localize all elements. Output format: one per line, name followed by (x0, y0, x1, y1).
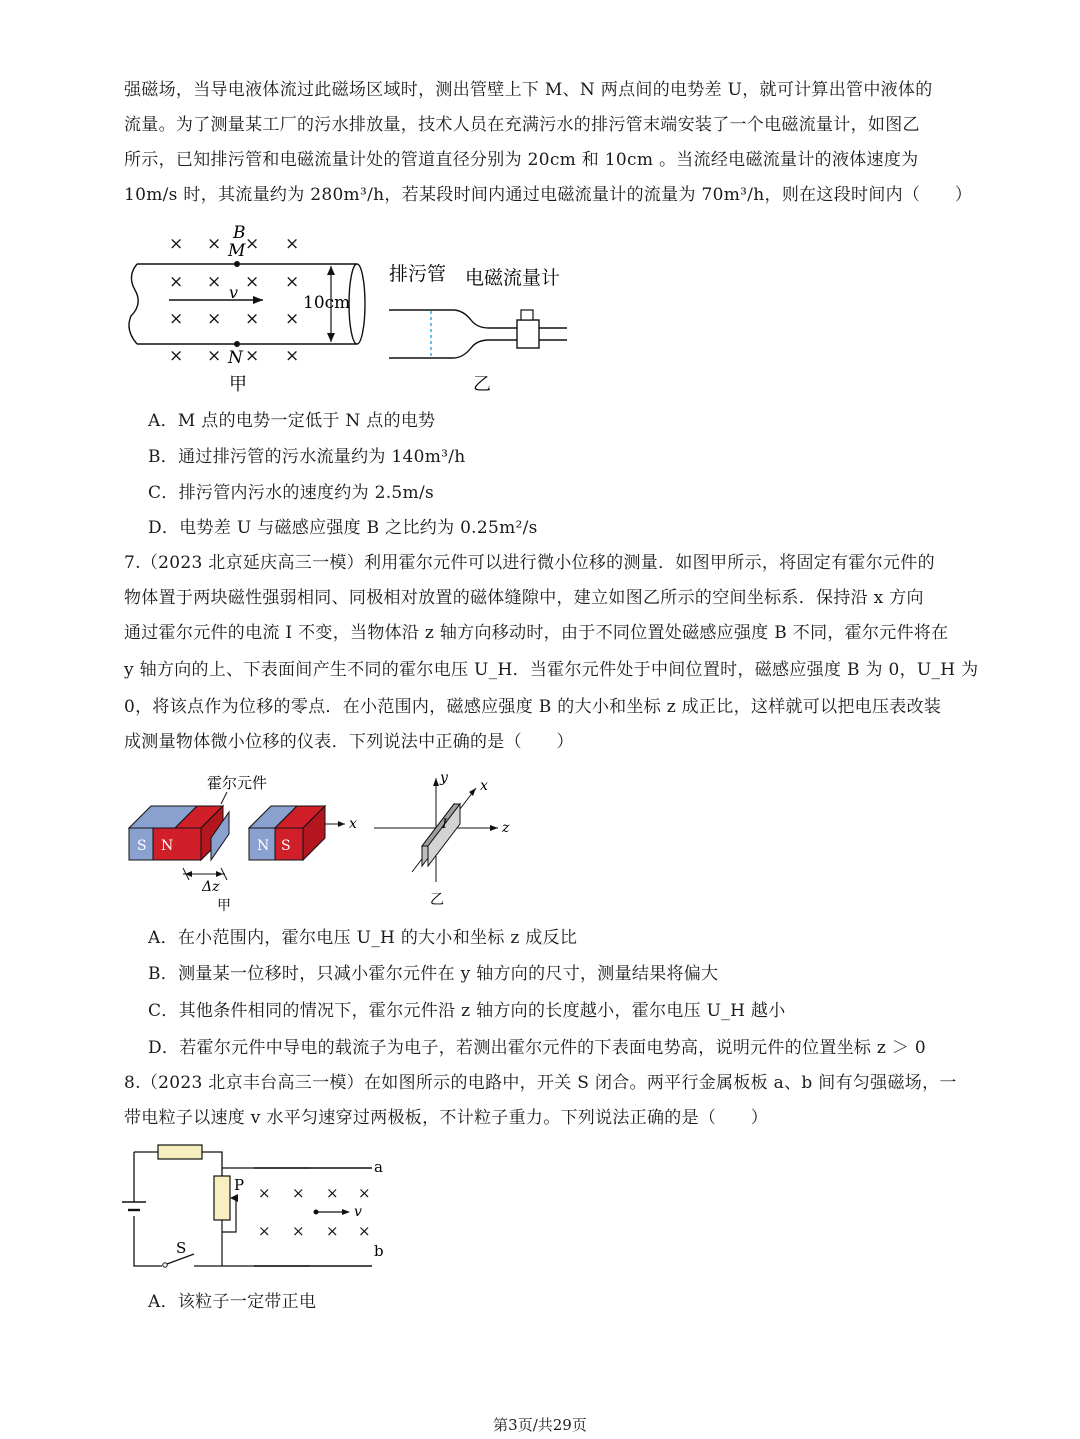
label-v-8: v (354, 1204, 362, 1220)
q8-circuit-figure (120, 1140, 400, 1280)
q6-figure-yi (385, 258, 575, 398)
point-m (234, 261, 240, 267)
svg-text:×: × (326, 1222, 339, 1240)
caption-yi: 乙 (473, 374, 491, 395)
svg-text:×: × (285, 272, 300, 292)
meter-label: 电磁流量计 (465, 267, 561, 289)
delta-z-label: Δz (202, 879, 220, 895)
q7-option-c: C．其他条件相同的情况下，霍尔元件沿 z 轴方向的长度越小，霍尔电压 U_H 越小 (148, 1001, 786, 1021)
q6-option-d: D．电势差 U 与磁感应强度 B 之比约为 0.25m²/s (148, 518, 538, 538)
axis-x-jia: x (349, 816, 357, 832)
current-label: I (442, 817, 448, 832)
svg-text:×: × (258, 1184, 271, 1202)
svg-text:×: × (358, 1222, 371, 1240)
magnet-s-right: S (281, 838, 291, 854)
q7-figure-jia (125, 768, 375, 918)
svg-text:×: × (169, 346, 184, 366)
caption-jia-7: 甲 (217, 898, 231, 914)
label-p: P (234, 1176, 245, 1194)
axis-y: y (440, 770, 448, 786)
q6-line-2: 流量。为了测量某工厂的污水排放量，技术人员在充满污水的排污管末端安装了一个电磁流量计，如图乙 (124, 115, 920, 135)
q7-line-4: y 轴方向的上、下表面间产生不同的霍尔电压 U_H．当霍尔元件处于中间位置时，磁感应强度 B 为 0，U_H 为 (124, 660, 979, 680)
page-footer: 第3页/共29页 (493, 1416, 587, 1434)
q6-line-3: 所示，已知排污管和电磁流量计处的管道直径分别为 20cm 和 10cm 。当流经电磁流量计的液体速度为 (124, 150, 919, 170)
q6-option-a: A．M 点的电势一定低于 N 点的电势 (148, 411, 436, 431)
axis-x: x (480, 778, 488, 794)
rheostat (214, 1176, 230, 1220)
svg-text:×: × (245, 346, 260, 366)
q7-line-3: 通过霍尔元件的电流 I 不变，当物体沿 z 轴方向移动时，由于不同位置处磁感应强度 B 不同，霍尔元件将在 (124, 623, 949, 643)
q6-line-4: 10m/s 时，其流量约为 280m³/h，若某段时间内通过电磁流量计的流量为 70m³/h，则在这段时间内（ ） (124, 185, 973, 205)
q6-option-c: C．排污管内污水的速度约为 2.5m/s (148, 483, 435, 503)
q7-line-2: 物体置于两块磁性强弱相同、同极相对放置的磁体缝隙中，建立如图乙所示的空间坐标系．保持沿 x 方向 (124, 588, 924, 608)
hall-element-label: 霍尔元件 (207, 774, 268, 792)
flow-meter-box (517, 320, 539, 348)
magnet-n-right: N (257, 838, 270, 854)
resistor (158, 1145, 202, 1159)
svg-text:×: × (207, 272, 222, 292)
svg-text:×: × (169, 234, 184, 254)
q8-line-2: 带电粒子以速度 v 水平匀速穿过两极板，不计粒子重力。下列说法正确的是（ ） (124, 1108, 769, 1128)
q7-line-1: 7.（2023 北京延庆高三一模）利用霍尔元件可以进行微小位移的测量．如图甲所示，将固定有霍尔元件的 (124, 553, 935, 573)
caption-yi-7: 乙 (430, 892, 444, 908)
label-n: N (228, 348, 243, 368)
q7-option-d: D．若霍尔元件中导电的载流子为电子，若测出霍尔元件的下表面电势高，说明元件的位置坐标 z ＞ 0 (148, 1038, 927, 1058)
svg-text:×: × (207, 309, 222, 329)
q8-option-a: A．该粒子一定带正电 (148, 1292, 317, 1312)
svg-text:×: × (292, 1184, 305, 1202)
svg-text:×: × (245, 309, 260, 329)
caption-jia: 甲 (229, 374, 247, 395)
q8-line-1: 8.（2023 北京丰台高三一模）在如图所示的电路中，开关 S 闭合。两平行金属板板 a、b 间有匀强磁场，一 (124, 1073, 957, 1093)
svg-text:×: × (207, 346, 222, 366)
svg-text:×: × (285, 234, 300, 254)
label-a: a (374, 1158, 383, 1176)
q7-figure-yi (370, 770, 520, 910)
point-n (234, 341, 240, 347)
svg-text:×: × (245, 234, 260, 254)
svg-text:×: × (358, 1184, 371, 1202)
svg-text:×: × (258, 1222, 271, 1240)
label-s: S (176, 1239, 187, 1257)
svg-text:×: × (326, 1184, 339, 1202)
q6-line-1: 强磁场，当导电液体流过此磁场区域时，测出管壁上下 M、N 两点间的电势差 U，就可计算出管中液体的 (124, 80, 933, 100)
q6-option-b: B．通过排污管的污水流量约为 140m³/h (148, 447, 466, 467)
q6-figure-jia (125, 218, 375, 398)
magnet-s-left: S (137, 838, 147, 854)
q7-option-b: B．测量某一位移时，只减小霍尔元件在 y 轴方向的尺寸，测量结果将偏大 (148, 964, 719, 984)
q7-line-6: 成测量物体微小位移的仪表．下列说法中正确的是（ ） (124, 732, 574, 752)
label-m: M (228, 241, 246, 261)
label-10cm: 10cm (303, 293, 351, 313)
q7-line-5: 0，将该点作为位移的零点．在小范围内，磁感应强度 B 的大小和坐标 z 成正比，这样就可以把电压表改装 (124, 697, 942, 717)
svg-text:×: × (292, 1222, 305, 1240)
label-b: b (374, 1242, 384, 1260)
svg-text:×: × (169, 309, 184, 329)
svg-text:×: × (245, 272, 260, 292)
label-b: B (233, 223, 246, 243)
magnet-n-left: N (161, 838, 174, 854)
svg-text:×: × (169, 272, 184, 292)
pipe-label: 排污管 (389, 263, 447, 285)
svg-text:×: × (207, 234, 222, 254)
svg-text:×: × (285, 309, 300, 329)
axis-z: z (502, 820, 510, 836)
q7-option-a: A．在小范围内，霍尔电压 U_H 的大小和坐标 z 成反比 (148, 928, 578, 948)
label-v: v (229, 283, 239, 302)
svg-text:×: × (285, 346, 300, 366)
